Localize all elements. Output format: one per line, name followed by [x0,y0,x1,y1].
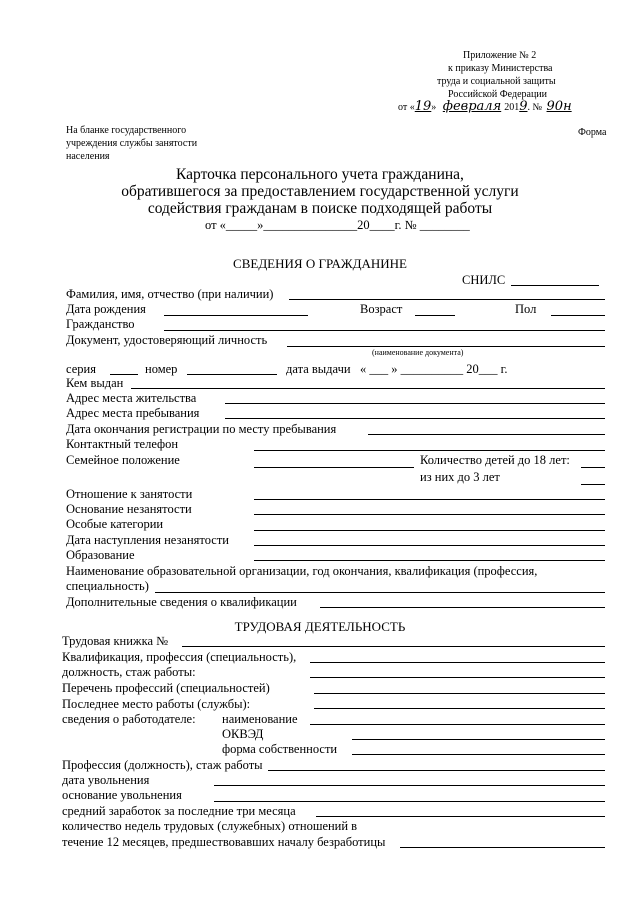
dismissal-date-field[interactable] [214,785,605,786]
unemployment-date-field[interactable] [254,545,605,546]
education-field[interactable] [254,560,605,561]
date-day: 19 [414,99,432,114]
qualification-field[interactable] [310,662,605,663]
form-label: Форма [578,127,607,138]
dismissal-date-label: дата увольнения [62,773,150,787]
children-under3-label: из них до 3 лет [420,470,500,484]
employment-attitude-label: Отношение к занятости [66,487,193,501]
appendix-line-2: к приказу Министерства [448,63,553,74]
snils-label: СНИЛС [462,273,506,287]
birth-date-field[interactable] [164,315,308,316]
employer-name-field[interactable] [310,724,605,725]
registration-end-label: Дата окончания регистрации по месту пребывания [66,422,337,436]
qualification-field-2[interactable] [310,677,605,678]
sex-label: Пол [515,302,537,316]
appendix-date [398,101,572,114]
children-under3-field[interactable] [581,484,605,485]
number-field[interactable] [187,374,277,375]
professions-list-field[interactable] [314,693,605,694]
date-year-prefix: 201 [504,102,520,113]
series-label: серия [66,362,96,376]
last-job-field[interactable] [314,708,605,709]
stay-address-label: Адрес места пребывания [66,406,200,420]
edu-org-field[interactable] [155,592,605,593]
fio-label: Фамилия, имя, отчество (при наличии) [66,287,274,301]
title-date-line: от «_____»_______________20____г. № ________ [205,218,470,232]
phone-field[interactable] [254,450,605,451]
age-label: Возраст [360,302,403,316]
title-line-1: Карточка персонального учета гражданина, [176,166,464,183]
work-book-label: Трудовая книжка № [62,634,169,648]
extra-qual-label: Дополнительные сведения о квалификации [66,595,297,609]
appendix-line-1: Приложение № 2 [463,50,537,61]
date-year-digit: 9 [519,99,528,114]
unemployment-reason-label: Основание незанятости [66,502,192,516]
issue-date-label: дата выдачи [286,362,351,376]
marital-label: Семейное положение [66,453,180,467]
citizenship-label: Гражданство [66,317,135,331]
unemployment-reason-field[interactable] [254,514,605,515]
ownership-field[interactable] [352,754,605,755]
number-label: номер [145,362,178,376]
registration-end-field[interactable] [368,434,605,435]
date-number: 90н [546,99,572,114]
avg-salary-label: средний заработок за последние три месяца [62,804,296,818]
weeks-count-label-2: течение 12 месяцев, предшествовавших началу безработицы [62,835,386,849]
edu-org-label: Наименование образовательной организации, год окончания, квалификация (профессия, [66,564,538,578]
blank-line-2: учреждения службы занятости [66,138,198,149]
sex-field[interactable] [551,315,605,316]
work-book-field[interactable] [182,646,605,647]
professions-list-label: Перечень профессий (специальностей) [62,681,270,695]
special-categories-field[interactable] [254,530,605,531]
extra-qual-field[interactable] [320,607,605,608]
blank-line-1: На бланке государственного [66,125,187,136]
id-document-field[interactable] [287,346,605,347]
special-categories-label: Особые категории [66,517,164,531]
dismissal-reason-field[interactable] [214,801,605,802]
appendix-line-3: труда и социальной защиты [437,76,556,87]
birth-date-label: Дата рождения [66,302,146,316]
children-label: Количество детей до 18 лет: [420,453,570,467]
qualification-label: Квалификация, профессия (специальность), [62,650,297,664]
qualification-label-2: должность, стаж работы: [62,665,196,679]
weeks-count-field[interactable] [400,847,605,848]
children-field[interactable] [581,467,605,468]
employment-attitude-field[interactable] [254,499,605,500]
avg-salary-field[interactable] [316,816,605,817]
citizenship-field[interactable] [164,330,605,331]
issued-by-label: Кем выдан [66,376,124,390]
issue-date-fill[interactable]: « ___ » __________ 20___ г. [360,362,508,376]
profession-exp-field[interactable] [268,770,605,771]
employer-info-label: сведения о работодателе: [62,712,196,726]
appendix-line-4: Российской Федерации [448,89,548,100]
edu-org-label-2: специальность) [66,579,149,593]
marital-field[interactable] [254,467,414,468]
residence-label: Адрес места жительства [66,391,197,405]
ownership-label: форма собственности [222,742,338,756]
profession-exp-label: Профессия (должность), стаж работы [62,758,263,772]
series-field[interactable] [110,374,138,375]
title-line-3: содействия гражданам в поиске подходящей работы [147,200,493,217]
snils-field[interactable] [511,285,599,286]
residence-field[interactable] [225,403,605,404]
employer-name-label: наименование [222,712,298,726]
labor-heading: ТРУДОВАЯ ДЕЯТЕЛЬНОСТЬ [234,619,406,634]
blank-line-3: населения [66,151,110,162]
stay-address-field[interactable] [225,418,605,419]
issued-by-field[interactable] [131,388,605,389]
education-label: Образование [66,548,135,562]
fio-field[interactable] [289,299,605,300]
unemployment-date-label: Дата наступления незанятости [66,533,229,547]
id-document-label: Документ, удостоверяющий личность [66,333,268,347]
last-job-label: Последнее место работы (службы): [62,697,251,711]
date-prefix: от « [398,102,415,113]
citizen-heading: СВЕДЕНИЯ О ГРАЖДАНИНЕ [233,256,407,271]
title-line-2: обратившегося за предоставлением государственной услуги [121,183,519,200]
age-field[interactable] [415,315,455,316]
date-mid: » [431,102,437,113]
okved-label: ОКВЭД [222,727,264,741]
weeks-count-label: количество недель трудовых (служебных) отношений в [62,819,358,833]
doc-name-hint: (наименование документа) [372,348,464,357]
okved-field[interactable] [352,739,605,740]
date-month: февраля [442,99,502,114]
dismissal-reason-label: основание увольнения [62,788,182,802]
phone-label: Контактный телефон [66,437,179,451]
date-no: . № [527,102,543,113]
